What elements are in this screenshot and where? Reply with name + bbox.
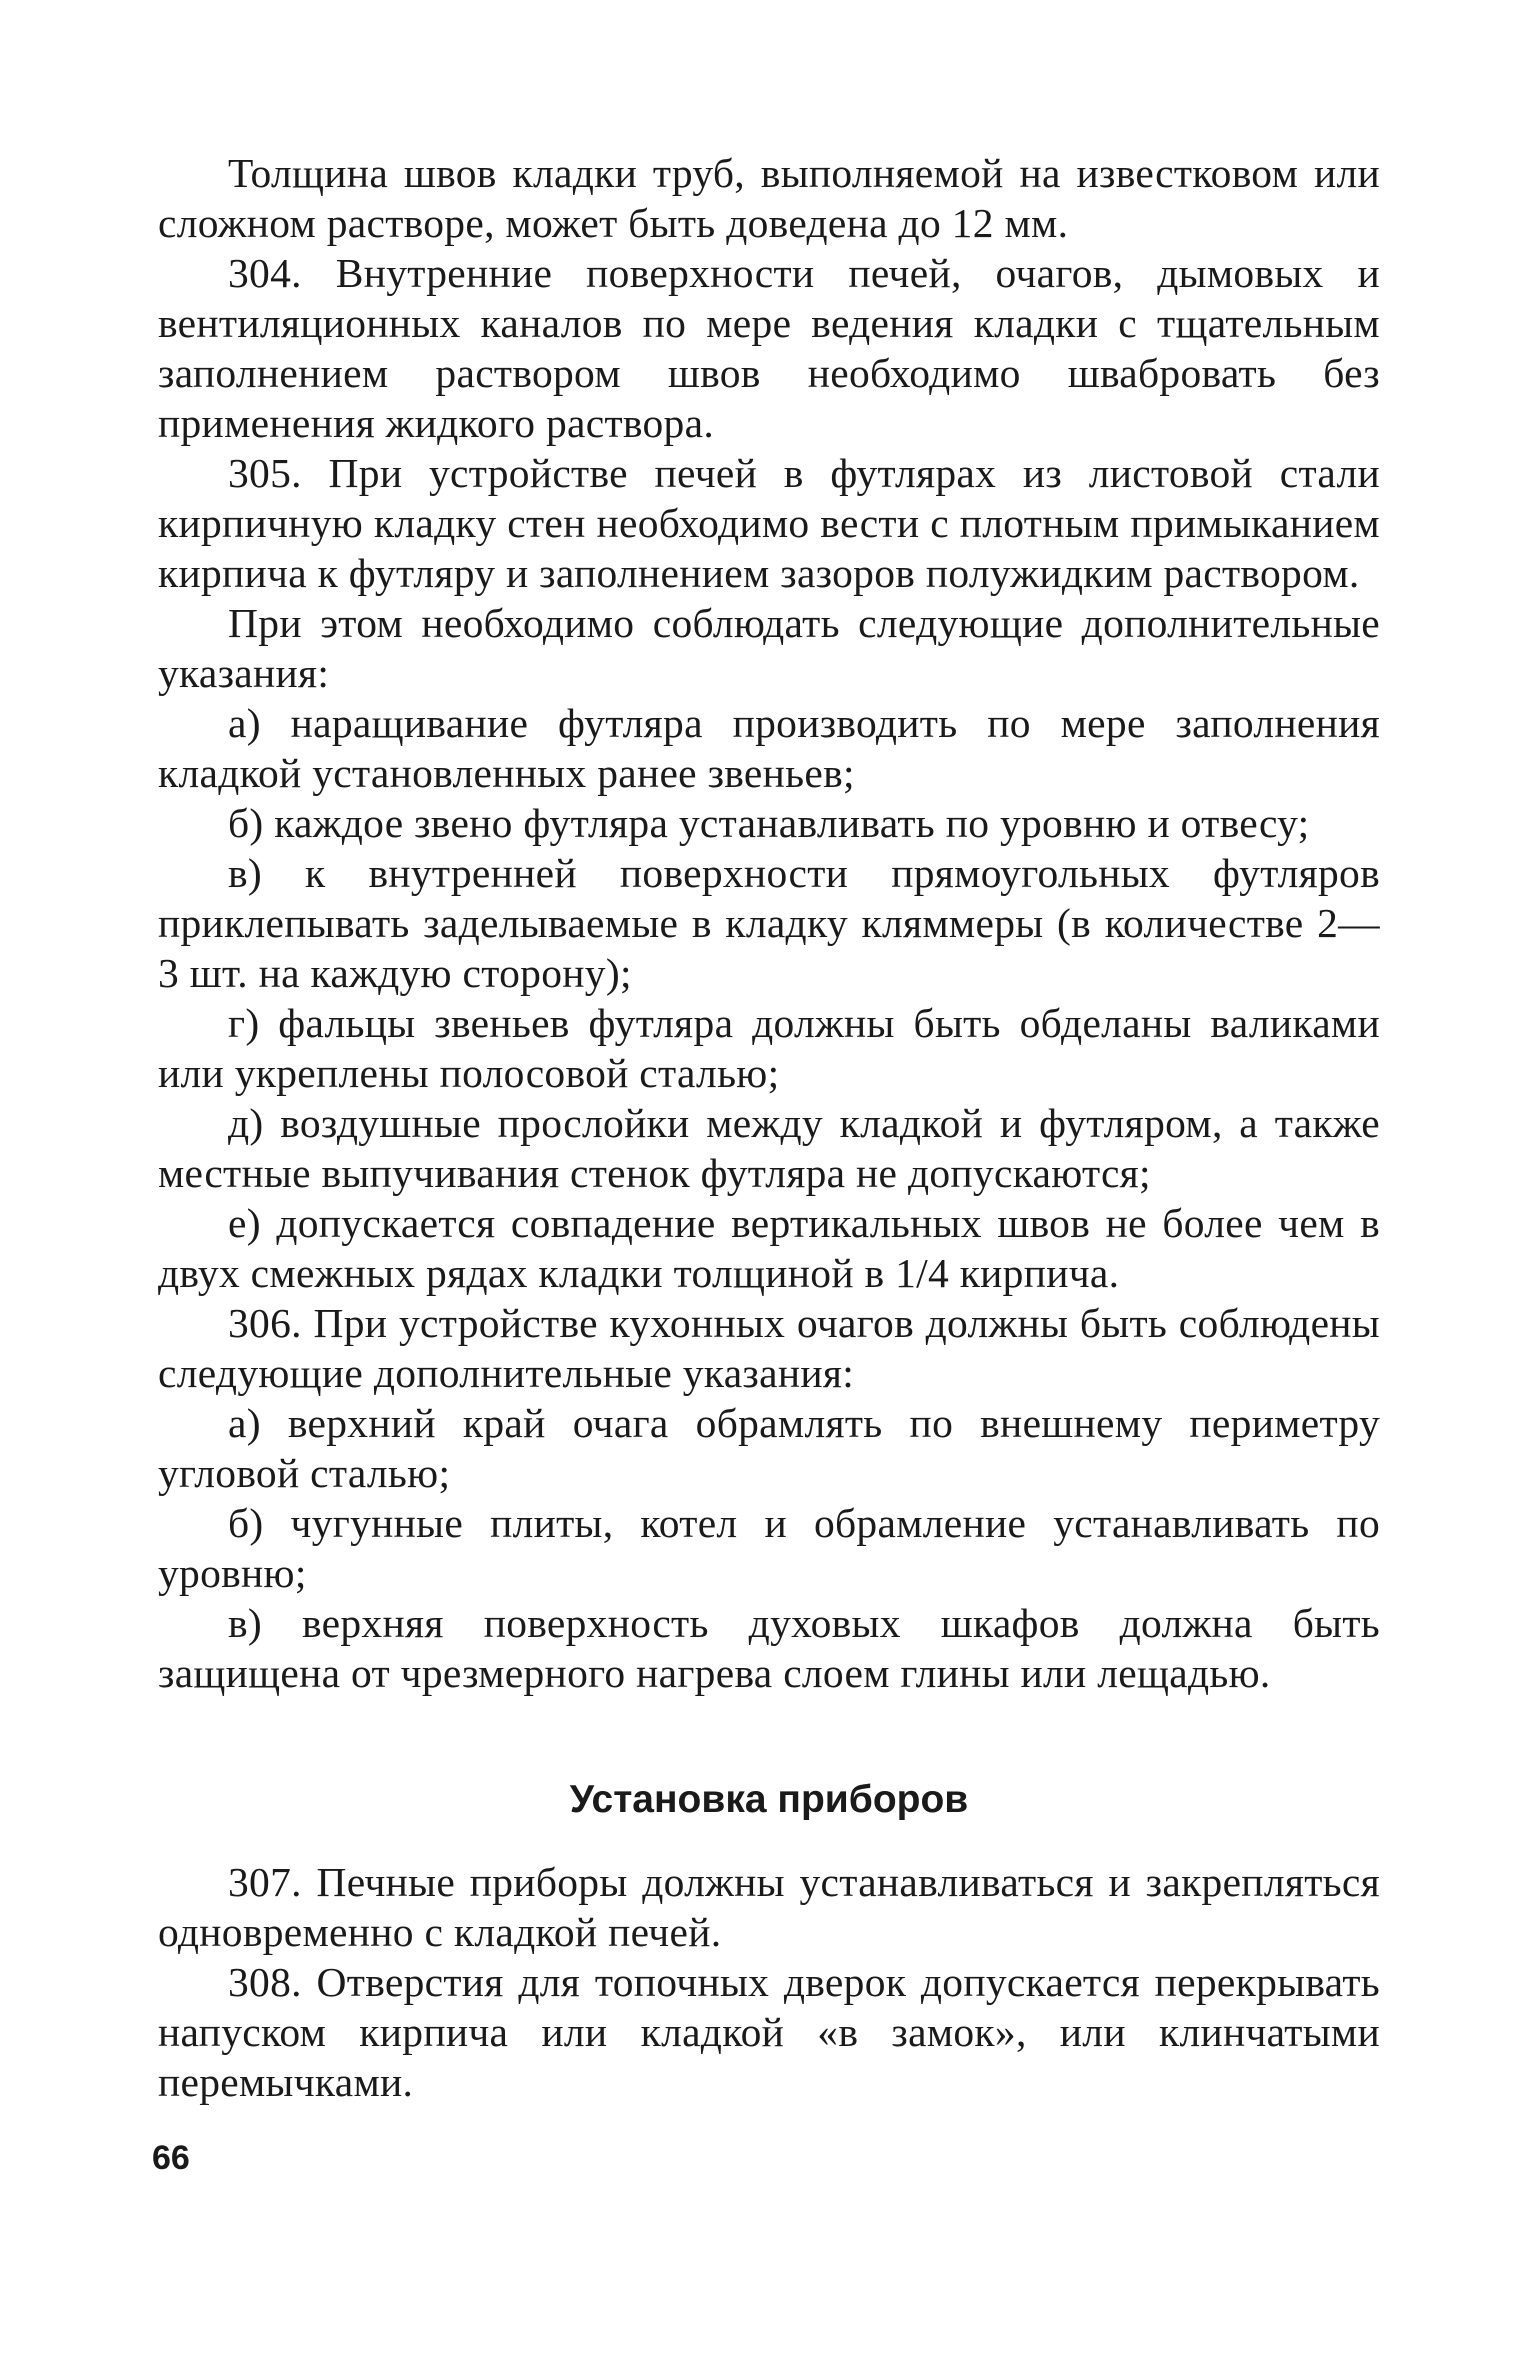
page-body xyxy=(158,148,1380,2107)
list-item-g: г) фальцы звеньев футляра должны быть обделаны валиками или укреплены полосовой сталью; xyxy=(158,1000,1380,1096)
list-item-d: д) воздушные прослойки между кладкой и футляром, а также местные выпучивания стенок футляра не допускаются; xyxy=(158,1100,1380,1196)
list-item-v-306: в) верхняя поверхность духовых шкафов должна быть защищена от чрезмерного нагрева слоем глины или лещадью. xyxy=(158,1600,1380,1696)
paragraph-additional-instructions: При этом необходимо соблюдать следующие дополнительные указания: xyxy=(158,600,1380,696)
list-item-b: б) каждое звено футляра устанавливать по уровню и отвесу; xyxy=(228,800,1310,846)
paragraph-wall-thickness: Толщина швов кладки труб, выполняемой на известковом или сложном растворе, может быть доведена до 12 мм. xyxy=(158,150,1380,246)
paragraph-304: 304. Внутренние поверхности печей, очагов, дымовых и вентиляционных каналов по мере ведения кладки с тщательным заполнением раствором швов необходимо швабровать без применения жидкого раствора. xyxy=(158,250,1380,446)
list-item-a-306: а) верхний край очага обрамлять по внешнему периметру угловой сталью; xyxy=(158,1400,1380,1496)
paragraph-305: 305. При устройстве печей в футлярах из листовой стали кирпичную кладку стен необходимо вести с плотным примыканием кирпича к футляру и заполнением зазоров полужидким раствором. xyxy=(158,450,1380,596)
list-item-e: е) допускается совпадение вертикальных швов не более чем в двух смежных рядах кладки толщиной в 1/4 кирпича. xyxy=(158,1200,1380,1296)
page-number: 66 xyxy=(152,2139,190,2177)
list-item-b-306: б) чугунные плиты, котел и обрамление устанавливать по уровню; xyxy=(158,1500,1380,1596)
paragraph-306: 306. При устройстве кухонных очагов должны быть соблюдены следующие дополнительные указания: xyxy=(158,1300,1380,1396)
list-item-v: в) к внутренней поверхности прямоугольных футляров приклепывать заделываемые в кладку кляммеры (в количестве 2—3 шт. на каждую сторону); xyxy=(158,850,1380,996)
list-item-a: а) наращивание футляра производить по мере заполнения кладкой установленных ранее звеньев; xyxy=(158,700,1380,796)
paragraph-307: 307. Печные приборы должны устанавливаться и закрепляться одновременно с кладкой печей. xyxy=(158,1859,1380,1955)
paragraph-308: 308. Отверстия для топочных дверок допускается перекрывать напуском кирпича или кладкой «в замок», или клинчатыми перемычками. xyxy=(158,1959,1380,2105)
section-heading: Установка приборов xyxy=(569,1778,969,1821)
